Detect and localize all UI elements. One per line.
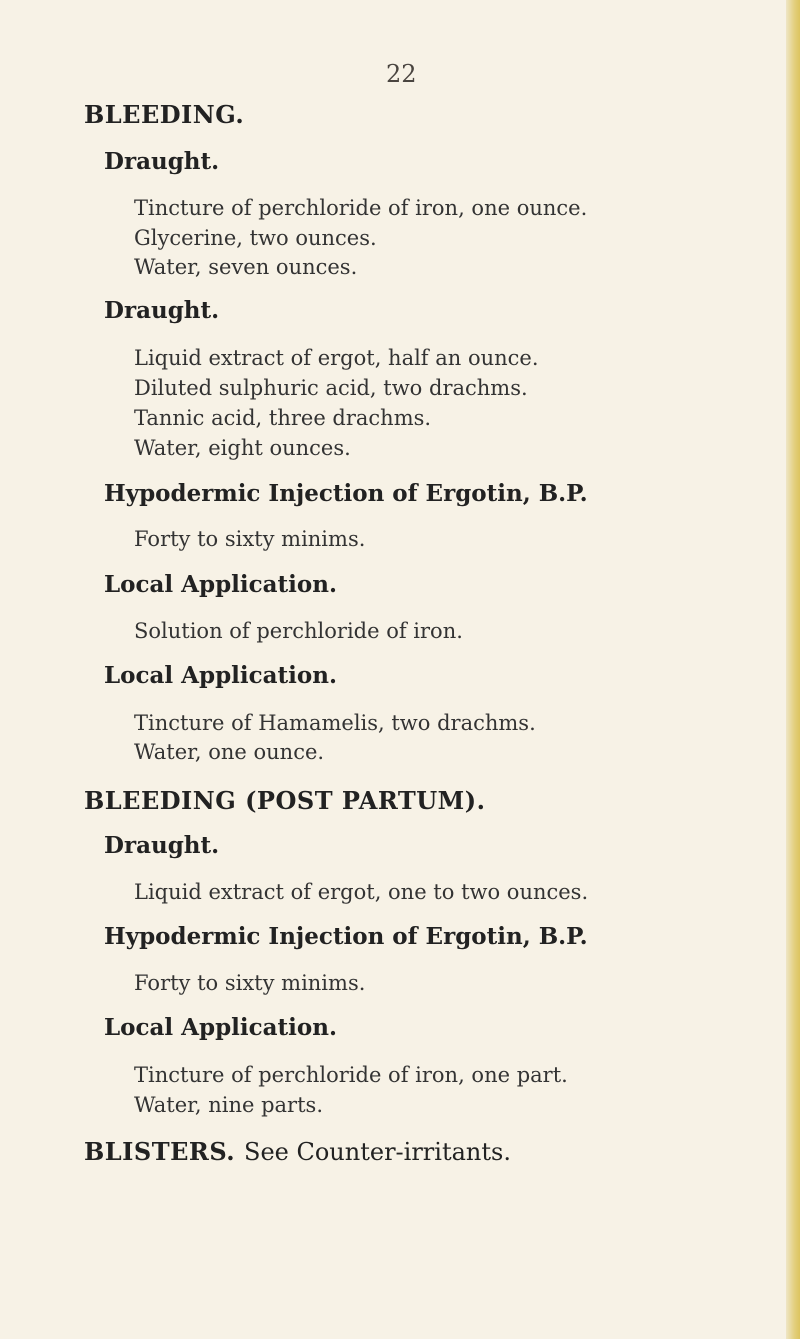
- recipe-line: Tincture of perchloride of iron, one part.: [134, 1063, 568, 1087]
- recipe-line: Liquid extract of ergot, half an ounce.: [134, 346, 539, 370]
- recipe-line: Liquid extract of ergot, one to two ounces.: [134, 880, 589, 904]
- heading-bleeding: BLEEDING.: [84, 100, 245, 129]
- cross-reference-counter-irritants: See Counter-irritants.: [244, 1138, 511, 1166]
- subheading-local-application: Local Application.: [104, 571, 337, 598]
- recipe-line: Water, one ounce.: [134, 740, 325, 764]
- recipe-line: Water, seven ounces.: [134, 255, 358, 279]
- heading-bleeding-post-partum: BLEEDING (POST PARTUM).: [84, 786, 486, 815]
- page-edge: [786, 0, 800, 1339]
- recipe-line: Forty to sixty minims.: [134, 971, 366, 995]
- subheading-draught: Draught.: [104, 148, 220, 175]
- recipe-line: Glycerine, two ounces.: [134, 226, 377, 250]
- subheading-local-application: Local Application.: [104, 662, 337, 689]
- recipe-line: Forty to sixty minims.: [134, 527, 366, 551]
- subheading-draught: Draught.: [104, 832, 220, 859]
- recipe-line: Tannic acid, three drachms.: [134, 406, 432, 430]
- subheading-draught: Draught.: [104, 297, 220, 324]
- page-number: 22: [386, 60, 417, 88]
- recipe-line: Tincture of perchloride of iron, one ounce.: [134, 196, 588, 220]
- recipe-line: Water, nine parts.: [134, 1093, 323, 1117]
- recipe-line: Solution of perchloride of iron.: [134, 619, 463, 643]
- subheading-local-application: Local Application.: [104, 1014, 337, 1041]
- heading-blisters-label: BLISTERS.: [84, 1137, 236, 1166]
- subheading-hypodermic-injection: Hypodermic Injection of Ergotin, B.P.: [104, 480, 588, 507]
- subheading-hypodermic-injection: Hypodermic Injection of Ergotin, B.P.: [104, 923, 588, 950]
- recipe-line: Diluted sulphuric acid, two drachms.: [134, 376, 528, 400]
- recipe-line: Water, eight ounces.: [134, 436, 351, 460]
- heading-blisters: [84, 1137, 511, 1166]
- recipe-line: Tincture of Hamamelis, two drachms.: [134, 711, 536, 735]
